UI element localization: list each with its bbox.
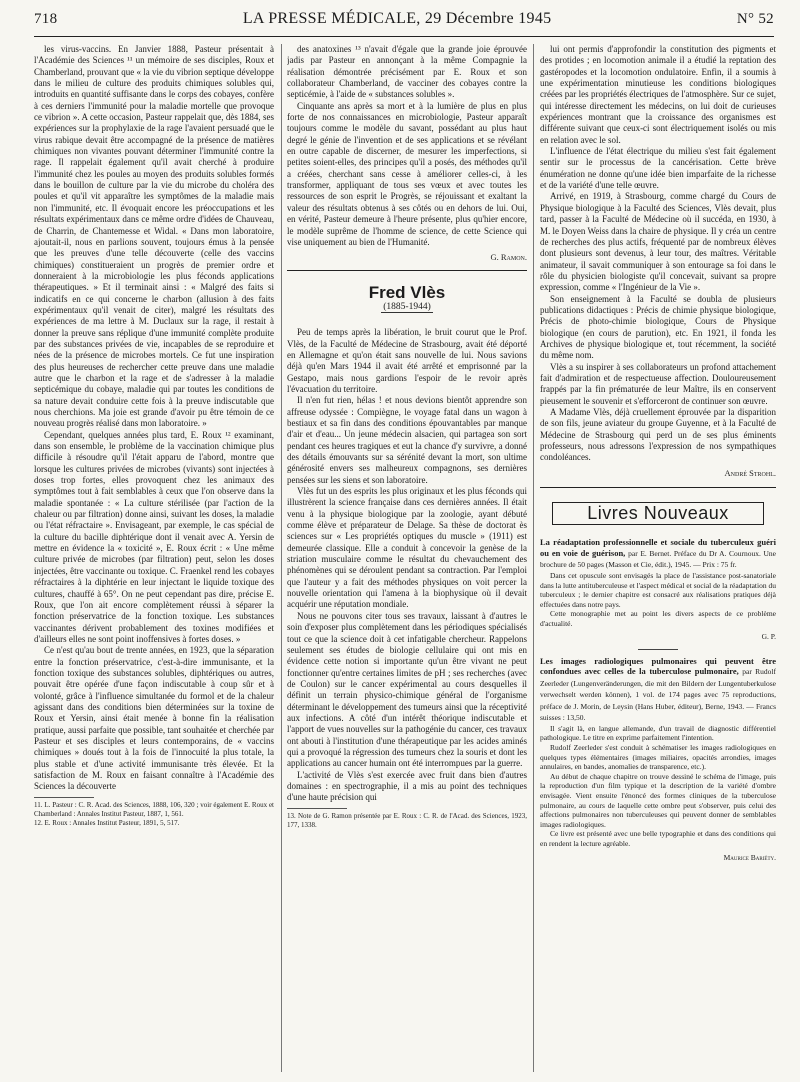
paragraph: A Madame Vlès, déjà cruellement éprouvée par la disparition de son fils, jeune aviateur du groupe Guyenne, et à la Faculté de Médecine de Strasbourg qui perd un de ses plus éminents professeurs, nous adressons l'expression de nos sympathiques condoléances. <box>540 407 776 463</box>
review-paragraph: Dans cet opuscule sont envisagés la place de l'assistance post-sanatoriale dans la lutte antituberculeuse et l'aspect médical et social de la réadaptation du tuberculeux ; le dernier chapitre est consacré aux réalisations pratiques déjà effectuées dans notre pays. <box>540 570 776 609</box>
column-1 <box>34 44 274 1072</box>
paragraph: Il n'en fut rien, hélas ! et nous devions bientôt apprendre son affreuse odyssée : Compiègne, le voyage fatal dans un wagon à bestiaux et sa fin dans des conditions épouvantables par manque d'air et d'eau... Un jeune médecin alsacien, qui partagea son sort pendant ces heures tragiques et eut la chance d'y survivre, a donné des détails émouvants sur sa sérénité devant la mort, son ultime générosité envers ses malheureux compagnons, ses dernières pensées sur les siens et son laboratoire. <box>287 395 527 485</box>
book-meta: par Rudolf Zeerleder (Lungenveränderungen, die mit den Bildern der Lungentuberkulose verwechselt werden können), 1 vol. de 174 pages avec 75 reproductions, préface de J. Morin, de Leysin (Hans Huber, éditeur), Berne, 1943. — Francs suisses : 13,50. <box>540 667 776 723</box>
review-signature: Maurice Bariéty. <box>723 852 776 862</box>
footnote: 13. Note de G. Ramon présentée par E. Roux : C. R. de l'Acad. des Sciences, 1923, 177, 1338. <box>287 811 527 829</box>
book-entry <box>540 656 776 724</box>
obituary-dates-text: (1885-1944) <box>383 301 431 312</box>
article-signature: G. Ramon. <box>490 252 527 263</box>
review-signature: G. P. <box>761 632 776 642</box>
journal-title <box>243 10 552 28</box>
paragraph: Peu de temps après la libération, le bruit courut que le Prof. Vlès, de la Faculté de Médecine de Strasbourg, avait été déporté en Allemagne et qu'on était sans nouvelle de lui. Nous savions déjà qu'en Mars 1944 il avait été arrêté et emprisonné par la Gestapo, mais nous gardions l'espoir de le revoir après l'évacuation du territoire. <box>287 327 527 394</box>
paragraph: Cinquante ans après sa mort et à la lumière de plus en plus forte de nos connaissances en microbiologie, Pasteur apparaît toujours comme le modèle du savant, possédant au plus haut degré le génie de l'invention et de ses applications et se révélant en outre capable de discerner, de mesurer les imperfections, si petites soient-elles, des principes qu'il a posés, des méthodes qu'il a créées, cherchant sans cesse à améliorer celles-ci, à les transformer, appliquant de tous ses vœux et avec toutes les ressources de son esprit le Progrès, se réjouissant et exaltant la valeur des résultats obtenus à ses côtés ou en dehors de lui. Oui, en vérité, Pasteur demeure à l'heure présente, plus qu'hier encore, le modèle suprême de l'homme de science, de cette Science qui vise uniquement au bien de l'Humanité. <box>287 100 527 247</box>
book-title: Les images radiologiques pulmonaires qui peuvent être confondues avec celles de la tuberculose pulmonaire, <box>540 655 776 677</box>
footnote: 12. E. Roux : Annales Institut Pasteur, 1891, 5, 517. <box>34 818 180 827</box>
review-divider <box>638 649 678 650</box>
paragraph: L'influence de l'état électrique du milieu s'est fait également sentir sur le processus de la cancérisation. Cette brève énumération ne donne qu'une idée bien imparfaite de la richesse et de la variété d'une telle œuvre. <box>540 146 776 191</box>
issue-number: N° 52 <box>736 11 774 27</box>
obituary-dates <box>287 302 527 313</box>
paragraph: des anatoxines ¹³ n'avait d'égale que la grande joie éprouvée jadis par Pasteur en annonçant à la même Compagnie la réalisation démontrée précisément par E. Roux et son collaborateur Chamberland, de vacciner des cobayes contre la septicémie, à l'aide de « substances solubles ». <box>287 44 527 100</box>
journal-name: LA PRESSE MÉDICALE, <box>242 10 421 27</box>
book-entry <box>540 537 776 571</box>
header-rule <box>34 36 774 37</box>
column-3 <box>540 44 776 1072</box>
column-divider-2 <box>533 44 534 1072</box>
review-paragraph: Au début de chaque chapitre on trouve dessiné le schéma de l'image, puis la reproduction d'un film typique et la description de la variété d'ombre envisagée. Vient ensuite l'énoncé des formes cliniques de la tuberculose pulmonaire, au cours de laquelle cette ombre peut s'observer, puis celui des affections pulmonaires non tuberculeuses qui peuvent donner de semblables images radiologiques. <box>540 771 776 829</box>
obituary-title: Fred Vlès <box>368 282 446 302</box>
paragraph: les virus-vaccins. En Janvier 1888, Pasteur présentait à l'Académie des Sciences ¹¹ un mémoire de ses disciples, Roux et Chamberland, prouvant que « la vie du vibrion septique développe dans le milieu de culture des produits chimiques solubles qui, introduits en quantité suffisante dans le corps des cobayes, confère à ces derniers l'immunité pour la maladie mortelle que provoque ce vibrion ». A cette occasion, Pasteur rappelait que, dès 1884, ses expériences sur la prophylaxie de la rage l'avaient persuadé que le virus rabique devait être accompagné de la présence de matières chimiques non vivantes pouvant déterminer l'immunité contre la rage. Il rappelait également qu'il avait cherché à produire l'immunité chez les poules au moyen des produits solubles formés dans le bouillon de culture par la vie du microbe du choléra des poules et qu'il vit apparaître les symptômes de la maladie mais non l'immunité, etc. Il évoquait encore les préoccupations et les résultats expérimentaux dans ce même ordre d'idées de Chauveau, de Charrin, de Chantemesse et Widal. « Dans mon laboratoire, ajoutait-il, nous en parlions souvent, toujours émus à la pensée que les preuves d'une telle découverte (celle des vaccins chimiques) constitueraient un progrès de premier ordre et donneraient à la microbiologie les plus féconds applications thérapeutiques. » Et il terminait ainsi : « Malgré des faits si indicatifs en ce qui concerne le charbon (allusion à des faits expérimentaux qu'il venait de citer), malgré les résultats des expériences de ma lettre à M. Duclaux sur la rage, il restait à donner la preuve sans réplique d'une immunité complète produite par des substances privées de vie, incapables de se reproduire et nées de la présence de microbes mortels. Ce fut une inspiration des plus heureuses de rechercher cette preuve dans une maladie autre que le charbon et la rage et de s'adresser à la maladie septicémique du cobaye, maladie qui par toutes les conditions de sa nature devait conduire cette fois à la preuve indiscutable que nous cherchions. Ma joie est grande d'avoir pu être témoin de ce nouveau progrès réalisé dans mon laboratoire. » <box>34 44 274 429</box>
footnote: 11. L. Pasteur : C. R. Acad. des Sciences, 1888, 106, 320 ; voir également E. Roux et Chamberland : Annales Institut Pasteur, 1887, 1, 561. <box>34 800 274 818</box>
paragraph: Vlès fut un des esprits les plus originaux et les plus féconds qui illustrèrent la science française dans ces dernières années. Il était venu à la physique biologique par la zoologie, ayant débuté comme élève et préparateur de Delage. Sa thèse de doctorat ès sciences sur « Les propriétés optiques du muscle » (1911) est demeurée classique. Elle a conduit à concevoir la genèse de la striation musculaire comme le résultat du chevauchement des phénomènes qui se déroulent pendant sa contraction. Par l'emploi que l'auteur y a fait des méthodes physiques on voit percer la nouvelle orientation qui l'amena à la biophysique où il devait acquérir une réputation mondiale. <box>287 486 527 610</box>
review-paragraph: Il s'agit là, en langue allemande, d'un travail de diagnostic différentiel pathologique. Le titre en exprime parfaitement l'intention. <box>540 723 776 743</box>
livres-nouveaux-section <box>540 487 776 863</box>
review-paragraph: Cette monographie met au point les divers aspects de ce problème d'actualité. <box>540 609 776 628</box>
page-header <box>34 10 774 36</box>
book-meta: par E. Bernet. Préface du Dr A. Cournoux. Une brochure de 50 pages (Masson et Cie, édit.), 1945. — Prix : 75 fr. <box>540 548 776 570</box>
paragraph: Arrivé, en 1919, à Strasbourg, comme chargé du Cours de Physique biologique à la Faculté des Sciences, Vlès devait, plus tard, passer à la Faculté de Médecine où il succéda, en 1930, à M. le Doyen Weiss dans la chaire de physique. Il y créa un centre de recherches des plus actifs, fréquenté par de nombreux élèves dont plusieurs sont devenus, à leur tour, des maîtres. Véritable animateur, il savait communiquer à son entourage sa foi dans le rôle du physicien biologiste qu'il concevait, suivant sa propre expression, comme « l'Ingénieur de la Vie ». <box>540 191 776 293</box>
review-paragraph: Ce livre est présenté avec une belle typographie et dans des conditions qui en rendent la lecture agréable. <box>540 829 776 848</box>
paragraph: L'activité de Vlès s'est exercée avec fruit dans bien d'autres domaines : en spectrographie, il a mis au point des techniques d'une haute précision qui <box>287 769 527 803</box>
book-title: La réadaptation professionnelle et sociale du tuberculeux guéri ou en voie de guérison, <box>540 537 776 558</box>
column-2 <box>287 44 527 1072</box>
footnote-rule <box>34 797 94 798</box>
paragraph: lui ont permis d'approfondir la constitution des pigments et des protides ; en locomotion animale il a étudié la reptation des gastéropodes et la locomotion ondulatoire. Enfin, il a soumis à une expérimentation minutieuse les conditions biologiques créées par les propriétés électriques de l'atmosphère. Sur ce sujet, qui intéresse directement les médecins, on lui doit de curieuses expériences montrant que la croissance des organismes est différente suivant que ceux-ci sont électriquement isolés ou mis en relation avec le sol. <box>540 44 776 145</box>
section-title: Livres Nouveaux <box>552 502 764 525</box>
column-divider-1 <box>281 44 282 1072</box>
section-rule <box>287 270 527 271</box>
paragraph: Ce n'est qu'au bout de trente années, en 1923, que la séparation entre la fonction préservatrice, c'est-à-dire immunisante, et la fonction toxique des substances solubles, diphtériques ou autres, pouvait être opérée d'une façon indiscutable à coup sûr et à volonté, grâce à l'influence simultanée du formol et de la chaleur agissant dans des conditions bien déterminées sur la toxine de Roux et Yersin, ainsi était menée à bonne fin la réalisation pratique, aussi parfaite que possible, tant souhaitée et cherchée par Pasteur et ses disciples et leurs contemporains, de « vaccins chimiques » doués tout à la fois de l'innocuité la plus totale, la plus stable et d'une activité immunisante très élevée. Et la satisfaction de M. Roux en faisant connaître à l'Académie des Sciences la découverte <box>34 645 274 792</box>
paragraph: Cependant, quelques années plus tard, E. Roux ¹² examinant, dans son ensemble, le problème de la vaccination chimique plus difficile à résoudre qu'il l'était apparu de l'abord, montre que lorsque les cultures privées de microbes (vivants) sont injectées à doses trop fortes, elles provoquent chez les animaux des symptômes tout à fait semblables à ceux que l'on observe dans la maladie spontanée : « La culture stérilisée (par l'action de la chaleur ou par filtration) donne ainsi, suivant les doses, la maladie ou l'état réfractaire ». Envisageant, par exemple, le cas spécial de la culture du bacille diphtérique dont il venait avec A. Yersin de mettre en évidence la « toxicité », E. Roux écrit : « Une même culture privée de microbes (par filtration) peut, selon les doses injectées, être vaccinante ou toxique. C. Fraenkel rend les cobayes réfractaires à la diphtérie en leur injectant le liquide toxique des cultures, chauffé à 65°. On ne peut cependant pas dire, précise E. Roux, que l'on ait encore complètement réussi à séparer la fonction préservatrice de la fonction toxique. Les substances vaccinantes dérivent probablement des toxines modifiées et d'ailleurs elles ne sont point inoffensives à fortes doses. » <box>34 429 274 644</box>
review-paragraph: Rudolf Zeerleder s'est conduit à schématiser les images radiologiques en quelques types élémentaires (images miliaires, opacités arrondies, images annulaires, en bandes, anomalies de transparence, etc.). <box>540 743 776 772</box>
paragraph: Son enseignement à la Faculté se doubla de plusieurs publications didactiques : Précis de chimie physique biologique, Précis de photo-chimie biologique, Cours de Physique biologique (en cours de parution), etc. En 1921, il fonda les Archives de physique biologique et, tout récemment, la société du même nom. <box>540 293 776 361</box>
issue-date: 29 Décembre 1945 <box>424 10 552 27</box>
paragraph: Vlès a su inspirer à ses collaborateurs un profond attachement fait d'admiration et de respectueuse affection. Douloureusement frappés par la fin prématurée de leur Maître, ils en conservent pieusement le souvenir et s'efforceront de continuer son œuvre. <box>540 361 776 406</box>
footnote-rule <box>287 808 347 809</box>
obituary-signature: André Strohl. <box>724 467 776 478</box>
paragraph: Nous ne pouvons citer tous ses travaux, laissant à d'autres le soin d'exposer plus complètement dans les périodiques spécialisés tout ce que la science doit à cet infatigable chercheur. Rappelons seulement ses études de biologie cellulaire qui ont mis en évidence cette notion si importante qu'un être vivant ne peut fonctionner qu'entre certaines limites de pH ; ses recherches (avec de Coulon) sur le cancer expérimental au cours desquelles il définit un terrain physico-chimique général de l'organisme déterminant le développement des tumeurs ainsi que la réceptivité aux infections. A côté d'un intérêt théorique indiscutable et l'apport de vues nouvelles sur la pathogénie du cancer, ces travaux ont abouti à l'institution d'une thérapeutique par les acides aminés qui a provoqué la régression des tumeurs chez la souris et dont les applications au cancer humain ont été interrompues par la guerre. <box>287 610 527 769</box>
page-number: 718 <box>34 11 58 27</box>
